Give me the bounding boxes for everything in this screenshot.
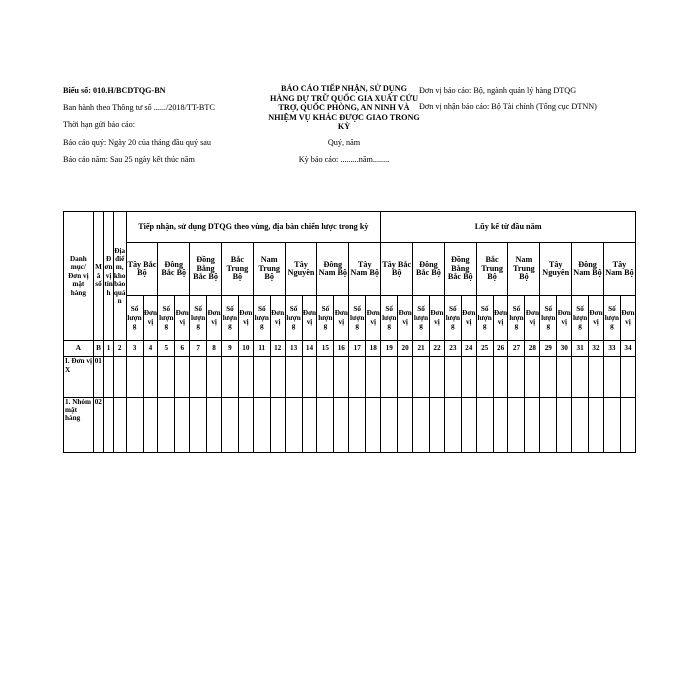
group-header-period: Tiếp nhận, sử dụng DTQG theo vùng, địa bàn chiến lược trong kỳ	[126, 212, 381, 243]
data-cell[interactable]	[540, 357, 557, 397]
sub-header-unit: Đơn vị	[620, 295, 635, 340]
report-table	[63, 211, 636, 453]
data-cell[interactable]	[430, 357, 445, 397]
data-cell[interactable]	[302, 397, 317, 453]
index-cell: 11	[253, 341, 270, 357]
index-cell: 34	[620, 341, 635, 357]
index-cell: 5	[158, 341, 175, 357]
index-cell: 12	[270, 341, 285, 357]
data-cell[interactable]	[221, 397, 238, 453]
sub-header-unit: Đơn vị	[207, 295, 222, 340]
row-code: 02	[93, 397, 104, 453]
sub-header-quantity: Số lượng	[317, 295, 334, 340]
data-cell[interactable]	[207, 397, 222, 453]
data-cell[interactable]	[317, 357, 334, 397]
index-cell: 14	[302, 341, 317, 357]
data-cell[interactable]	[190, 397, 207, 453]
sub-header-row	[64, 295, 636, 340]
index-cell: 26	[493, 341, 508, 357]
data-cell[interactable]	[366, 397, 381, 453]
col-header-unit: Đơn vị tính	[104, 212, 114, 341]
sub-header-unit: Đơn vị	[143, 295, 158, 340]
region-header: Tây Nguyên	[540, 243, 572, 295]
data-cell[interactable]	[589, 397, 604, 453]
row-label: 1. Nhóm mặt hàng	[64, 397, 94, 453]
sub-header-quantity: Số lượng	[253, 295, 270, 340]
data-cell[interactable]	[207, 357, 222, 397]
data-cell[interactable]	[461, 357, 476, 397]
sub-header-unit: Đơn vị	[302, 295, 317, 340]
data-cell[interactable]	[430, 397, 445, 453]
data-cell[interactable]	[104, 357, 114, 397]
reporting-unit: Đơn vị báo cáo: Bộ, ngành quản lý hàng DTQG	[419, 86, 577, 95]
issued-by: Ban hành theo Thông tư số ....../2018/TT-BTC	[63, 103, 215, 113]
index-cell: 10	[238, 341, 253, 357]
sub-header-unit: Đơn vị	[493, 295, 508, 340]
data-cell[interactable]	[221, 357, 238, 397]
region-header: Bắc Trung Bộ	[476, 243, 508, 295]
data-cell[interactable]	[572, 357, 589, 397]
sub-header-quantity: Số lượng	[572, 295, 589, 340]
sub-header-quantity: Số lượng	[540, 295, 557, 340]
index-cell: 13	[285, 341, 302, 357]
index-cell: 25	[476, 341, 493, 357]
data-cell[interactable]	[493, 357, 508, 397]
index-cell: 18	[366, 341, 381, 357]
region-header: Tây Bắc Bộ	[126, 243, 158, 295]
data-cell[interactable]	[603, 357, 620, 397]
index-cell: 20	[398, 341, 413, 357]
data-cell[interactable]	[143, 397, 158, 453]
data-cell[interactable]	[620, 357, 635, 397]
sub-header-unit: Đơn vị	[175, 295, 190, 340]
region-header-row	[64, 243, 636, 295]
data-cell[interactable]	[238, 357, 253, 397]
table-row	[64, 357, 636, 397]
region-header: Tây Nguyên	[285, 243, 317, 295]
index-cell: 23	[444, 341, 461, 357]
index-cell: A	[64, 341, 94, 357]
sub-header-unit: Đơn vị	[430, 295, 445, 340]
data-cell[interactable]	[175, 357, 190, 397]
data-cell[interactable]	[476, 357, 493, 397]
header-left	[63, 86, 263, 172]
data-cell[interactable]	[557, 357, 572, 397]
quarterly-deadline: Báo cáo quý: Ngày 20 của tháng đầu quý sau	[63, 137, 212, 147]
index-cell: 19	[381, 341, 398, 357]
col-header-location: Địa điểm, kho báo quản	[113, 212, 126, 341]
data-cell[interactable]	[444, 397, 461, 453]
region-header: Đồng Bằng Bắc Bộ	[444, 243, 476, 295]
data-cell[interactable]	[175, 397, 190, 453]
region-header: Tây Bắc Bộ	[381, 243, 413, 295]
index-cell: 21	[413, 341, 430, 357]
index-cell: 22	[430, 341, 445, 357]
data-cell[interactable]	[270, 357, 285, 397]
sub-header-quantity: Số lượng	[508, 295, 525, 340]
data-cell[interactable]	[381, 397, 398, 453]
index-row	[64, 341, 636, 357]
sub-header-quantity: Số lượng	[603, 295, 620, 340]
region-header: Đông Nam Bộ	[572, 243, 604, 295]
data-cell[interactable]	[603, 397, 620, 453]
region-header: Đông Bắc Bộ	[158, 243, 190, 295]
sub-header-quantity: Số lượng	[444, 295, 461, 340]
index-cell: 33	[603, 341, 620, 357]
data-cell[interactable]	[525, 397, 540, 453]
index-cell: 31	[572, 341, 589, 357]
data-cell[interactable]	[253, 397, 270, 453]
sub-header-quantity: Số lượng	[285, 295, 302, 340]
data-cell[interactable]	[158, 357, 175, 397]
sub-header-quantity: Số lượng	[381, 295, 398, 340]
index-cell: 27	[508, 341, 525, 357]
sub-header-unit: Đơn vị	[398, 295, 413, 340]
data-cell[interactable]	[253, 357, 270, 397]
report-title: BÁO CÁO TIẾP NHẬN, SỬ DỤNG HÀNG DỰ TRỮ QUỐC GIA XUẤT CỨU TRỢ, QUỐC PHÒNG, AN NINH VÀ NHIỆM VỤ KHÁC ĐƯỢC GIAO TRONG KỲ	[268, 84, 420, 132]
sub-header-quantity: Số lượng	[158, 295, 175, 340]
data-cell[interactable]	[540, 397, 557, 453]
data-cell[interactable]	[143, 357, 158, 397]
col-header-item: Danh mục/ Đơn vị mặt hàng	[64, 212, 94, 341]
index-cell: 29	[540, 341, 557, 357]
data-cell[interactable]	[444, 357, 461, 397]
index-cell: B	[93, 341, 104, 357]
data-cell[interactable]	[620, 397, 635, 453]
sub-header-quantity: Số lượng	[126, 295, 143, 340]
data-cell[interactable]	[476, 397, 493, 453]
index-cell: 7	[190, 341, 207, 357]
data-cell[interactable]	[302, 357, 317, 397]
index-cell: 28	[525, 341, 540, 357]
sub-header-quantity: Số lượng	[413, 295, 430, 340]
header-right	[419, 86, 639, 119]
index-cell: 24	[461, 341, 476, 357]
header-center	[268, 84, 420, 164]
sub-header-quantity: Số lượng	[476, 295, 493, 340]
data-cell[interactable]	[126, 397, 143, 453]
data-cell[interactable]	[238, 397, 253, 453]
sub-header-unit: Đơn vị	[238, 295, 253, 340]
data-cell[interactable]	[366, 357, 381, 397]
region-header: Nam Trung Bộ	[253, 243, 285, 295]
index-cell: 16	[334, 341, 349, 357]
data-cell[interactable]	[190, 357, 207, 397]
region-header: Đồng Bằng Bắc Bộ	[190, 243, 222, 295]
data-cell[interactable]	[113, 357, 126, 397]
table-row	[64, 397, 636, 453]
col-header-code: Mã số	[93, 212, 104, 341]
data-cell[interactable]	[158, 397, 175, 453]
data-cell[interactable]	[381, 357, 398, 397]
index-cell: 17	[349, 341, 366, 357]
sub-header-unit: Đơn vị	[461, 295, 476, 340]
group-header-row	[64, 212, 636, 243]
region-header: Nam Trung Bộ	[508, 243, 540, 295]
index-cell: 30	[557, 341, 572, 357]
data-cell[interactable]	[113, 397, 126, 453]
sub-header-unit: Đơn vị	[270, 295, 285, 340]
region-header: Tây Nam Bộ	[349, 243, 381, 295]
data-cell[interactable]	[493, 397, 508, 453]
index-cell: 3	[126, 341, 143, 357]
receiving-unit: Đơn vị nhận báo cáo: Bộ Tài chính (Tổng cục DTNN)	[419, 102, 597, 112]
index-cell: 32	[589, 341, 604, 357]
data-cell[interactable]	[398, 397, 413, 453]
region-header: Tây Nam Bộ	[603, 243, 635, 295]
data-cell[interactable]	[557, 397, 572, 453]
data-cell[interactable]	[317, 397, 334, 453]
index-cell: 15	[317, 341, 334, 357]
row-label: I. Đơn vị X	[64, 357, 94, 397]
sub-header-unit: Đơn vị	[557, 295, 572, 340]
data-cell[interactable]	[349, 397, 366, 453]
sub-header-unit: Đơn vị	[366, 295, 381, 340]
data-cell[interactable]	[525, 357, 540, 397]
data-cell[interactable]	[126, 357, 143, 397]
index-cell: 4	[143, 341, 158, 357]
annual-deadline: Báo cáo năm: Sau 25 ngày kết thúc năm	[63, 154, 195, 164]
data-cell[interactable]	[285, 357, 302, 397]
data-cell[interactable]	[334, 357, 349, 397]
group-header-cumulative: Lũy kế từ đầu năm	[381, 212, 636, 243]
sub-header-unit: Đơn vị	[589, 295, 604, 340]
data-cell[interactable]	[104, 397, 114, 453]
sub-header-unit: Đơn vị	[525, 295, 540, 340]
data-cell[interactable]	[461, 397, 476, 453]
data-cell[interactable]	[508, 357, 525, 397]
sub-header-unit: Đơn vị	[334, 295, 349, 340]
sub-header-quantity: Số lượng	[349, 295, 366, 340]
index-cell: 9	[221, 341, 238, 357]
data-cell[interactable]	[270, 397, 285, 453]
index-cell: 1	[104, 341, 114, 357]
region-header: Đông Nam Bộ	[317, 243, 349, 295]
region-header: Bắc Trung Bộ	[221, 243, 253, 295]
form-code: Biểu số: 010.H/BCDTQG-BN	[63, 86, 166, 95]
data-cell[interactable]	[285, 397, 302, 453]
index-cell: 2	[113, 341, 126, 357]
region-header: Đông Bắc Bộ	[413, 243, 445, 295]
report-period: Kỳ báo cáo: .........năm........	[298, 154, 390, 164]
data-cell[interactable]	[413, 397, 430, 453]
data-cell[interactable]	[508, 397, 525, 453]
data-cell[interactable]	[349, 357, 366, 397]
data-cell[interactable]	[334, 397, 349, 453]
data-cell[interactable]	[398, 357, 413, 397]
sub-header-quantity: Số lượng	[221, 295, 238, 340]
index-cell: 8	[207, 341, 222, 357]
data-cell[interactable]	[413, 357, 430, 397]
data-cell[interactable]	[589, 357, 604, 397]
report-period-type: Quý, năm	[327, 137, 361, 147]
data-cell[interactable]	[572, 397, 589, 453]
sub-header-quantity: Số lượng	[190, 295, 207, 340]
deadline-label: Thời hạn gửi báo cáo:	[63, 120, 135, 130]
row-code: 01	[93, 357, 104, 397]
index-cell: 6	[175, 341, 190, 357]
